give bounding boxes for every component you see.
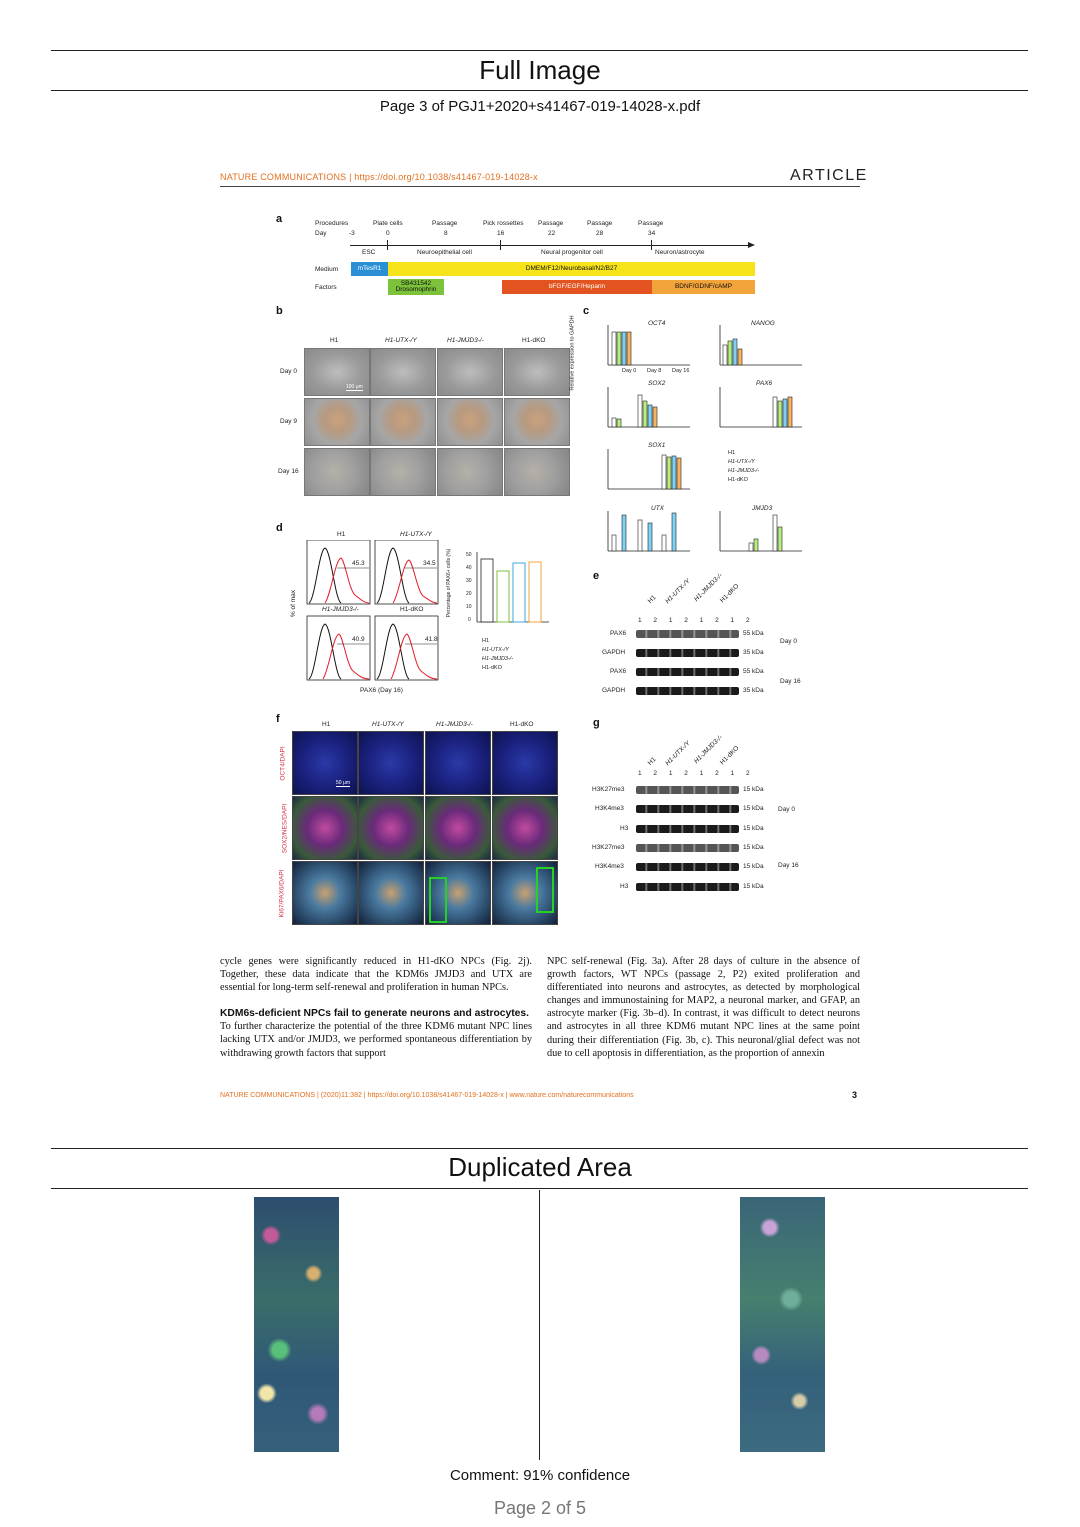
- c-xtick-day0: Day 0: [622, 368, 637, 374]
- day-22: 22: [548, 230, 556, 237]
- g-day0: Day 0: [778, 806, 795, 813]
- d-legend-jmjd3: H1-JMJD3-/-: [482, 656, 514, 662]
- c-xtick-day8: Day 8: [647, 368, 662, 374]
- d-title-h1: H1: [337, 531, 346, 538]
- d-xlabel: PAX6 (Day 16): [360, 687, 403, 694]
- panel-d-histograms: [305, 540, 440, 685]
- timeline-arrowhead: [748, 242, 755, 248]
- c-chart-sox1: [608, 449, 690, 489]
- c-chart-utx: [608, 511, 690, 551]
- f-col-jmjd3: H1-JMJD3-/-: [436, 721, 473, 728]
- c-title-jmjd3: JMJD3: [752, 505, 773, 512]
- b-scale-bar: 100 μm: [346, 384, 363, 390]
- c-bar: [617, 419, 621, 427]
- body-left-paragraph-2: To further characterize the potential of the three KDM6 mutant NPC lines lacking UTX and/or JMJD3, we performed spontaneous differentiation by withdrawing growth factors that support: [220, 1021, 532, 1059]
- c-bar: [788, 397, 792, 427]
- d-legend-utx: H1-UTX-/Y: [482, 647, 509, 653]
- c-chart-oct4: [608, 325, 690, 365]
- e-lane-dko: H1-dKO: [718, 582, 741, 605]
- c-ylabel: Relative expression to GAPDH: [569, 315, 576, 391]
- day-34: 34: [648, 230, 656, 237]
- g-row-h3k4-d0: H3K4me3: [595, 805, 624, 812]
- micrograph-utx-day0: [370, 348, 436, 396]
- pdf-page-number: 3: [852, 1090, 858, 1100]
- article-label: ARTICLE: [790, 167, 868, 184]
- c-xtick-day16: Day 16: [672, 368, 690, 374]
- day-0: 0: [386, 230, 390, 237]
- d-ytick-0: 0: [468, 617, 471, 623]
- g-row-h3k4-d16: H3K4me3: [595, 863, 624, 870]
- micrograph-jmjd3-day16: [437, 448, 503, 496]
- e-lane-utx: H1-UTX-/Y: [664, 577, 692, 606]
- day-28: 28: [596, 230, 604, 237]
- micrograph-utx-day16: [370, 448, 436, 496]
- dup-top-rule: [51, 1148, 1028, 1149]
- journal-footer: NATURE COMMUNICATIONS | (2020)11:382 | https://doi.org/10.1038/s41467-019-14028-x | www.nature.com/naturecommunications: [220, 1092, 634, 1099]
- c-chart-jmjd3: [720, 511, 802, 551]
- stage-npc: Neural progenitor cell: [541, 249, 603, 256]
- journal-header-rule: [220, 186, 860, 187]
- factor-bdnf-bar: BDNF/GDNF/cAMP: [652, 280, 755, 294]
- day-m3: -3: [349, 230, 355, 237]
- c-bar: [672, 513, 676, 551]
- g-lane-jmjd3: H1-JMJD3-/-: [692, 733, 724, 766]
- tick-16: [500, 240, 501, 250]
- c-bar: [648, 523, 652, 551]
- fluo-sox2-h1: [292, 796, 358, 860]
- d-bar-ylabel: Percentage of PAX6+ cells (%): [446, 548, 453, 618]
- section-title-duplicated: Duplicated Area: [448, 1152, 632, 1182]
- fluo-sox2-utx: [358, 796, 424, 860]
- duplicated-divider: [539, 1190, 540, 1460]
- g-blot-h3k27-d0: [636, 786, 739, 794]
- duplicated-crop-left: [254, 1197, 339, 1452]
- g-size-5: 15 kDa: [743, 863, 764, 870]
- e-size-35-d16: 35 kDa: [743, 687, 764, 694]
- g-size-3: 15 kDa: [743, 825, 764, 832]
- body-left-heading: KDM6s-deficient NPCs fail to generate neurons and astrocytes.: [220, 1008, 529, 1020]
- d-legend-h1: H1: [482, 638, 490, 644]
- e-size-55-d0: 55 kDa: [743, 630, 764, 637]
- c-bar: [749, 543, 753, 551]
- d-ytick-50: 50: [466, 552, 472, 558]
- c-bar: [622, 332, 626, 365]
- journal-header: NATURE COMMUNICATIONS | https://doi.org/10.1038/s41467-019-14028-x: [220, 172, 538, 182]
- day-8: 8: [444, 230, 448, 237]
- day-label: Day: [315, 230, 327, 237]
- step-passage-1: Passage: [432, 220, 458, 227]
- stage-neuron-astrocyte: Neuron/astrocyte: [655, 249, 705, 256]
- b-col-h1: H1: [330, 337, 339, 344]
- micrograph-h1-day9: [304, 398, 370, 446]
- micrograph-dko-day9: [504, 398, 570, 446]
- c-bar: [622, 515, 626, 551]
- g-row-h3k27-d0: H3K27me3: [592, 786, 625, 793]
- c-bar: [648, 405, 652, 427]
- g-lane-h1: H1: [646, 756, 658, 767]
- e-row-gapdh-d16: GAPDH: [602, 687, 626, 694]
- step-passage-2: Passage: [538, 220, 564, 227]
- factor-bfgf-bar: bFGF/EGF/Heparin: [502, 280, 652, 294]
- day-16: 16: [497, 230, 505, 237]
- c-bar: [677, 458, 681, 489]
- fluo-ki67-utx: [358, 861, 424, 925]
- panel-label-g: g: [593, 717, 600, 729]
- c-bar: [738, 349, 742, 365]
- g-blot-h3-d0: [636, 825, 739, 833]
- c-chart-sox2: [608, 387, 690, 427]
- top-rule: [51, 50, 1028, 51]
- step-passage-4: Passage: [638, 220, 664, 227]
- panel-c-charts: [580, 315, 810, 565]
- body-right-column: NPC self-renewal (Fig. 3a). After 28 days of culture in the absence of growth factors, WT NPCs (passage 2, P2) exited proliferation and differentiated into neurons and astrocytes, as detected by morphological changes and immunostaining for MAP2, a neuronal marker, and GFAP, an astrocyte marker (Fig. 3b–d). In contrast, it was difficult to detect neurons and astrocytes in all three KDM6 mutant NPC lines at the same point during their differentiation (Fig. 3b, c). This neuronal/glial defect was not due to cell apoptosis in differentiation, as the proportion of annexin: [547, 956, 860, 1059]
- c-bar: [723, 345, 727, 365]
- g-blot-h3k27-d16: [636, 844, 739, 852]
- panel-label-a: a: [276, 213, 283, 225]
- b-col-dko: H1-dKO: [522, 337, 546, 344]
- d-title-utx: H1-UTX-/Y: [400, 531, 432, 538]
- page-info: Page 3 of PGJ1+2020+s41467-019-14028-x.pdf: [379, 98, 701, 115]
- step-plate-cells: Plate cells: [373, 220, 403, 227]
- d-value-h1: 45.3: [352, 560, 365, 567]
- page-counter: Page 2 of 5: [493, 1498, 587, 1518]
- medium-label: Medium: [315, 266, 339, 273]
- micrograph-dko-day16: [504, 448, 570, 496]
- e-lane-jmjd3: H1-JMJD3-/-: [692, 571, 724, 604]
- pdf-page-image: [200, 150, 880, 1120]
- g-day16: Day 16: [778, 862, 799, 869]
- e-blot-pax6-d0: [636, 630, 739, 638]
- step-pick-rossettes: Pick rossettes: [483, 220, 524, 227]
- fluo-sox2-jmjd3: [425, 796, 491, 860]
- e-row-gapdh-d0: GAPDH: [602, 649, 626, 656]
- e-lane-h1: H1: [646, 594, 658, 605]
- c-bar: [638, 395, 642, 427]
- micrograph-jmjd3-day9: [437, 398, 503, 446]
- medium-mtesr1-bar: mTesR1: [351, 262, 388, 276]
- g-lane-utx: H1-UTX-/Y: [664, 739, 692, 768]
- factors-label: Factors: [315, 284, 337, 291]
- body-left-column: [220, 955, 532, 1060]
- factor-sb-text: SB431542 Drosomophrin: [395, 279, 437, 293]
- timeline-arrow: [350, 245, 750, 246]
- c-legend-jmjd3: H1-JMJD3-/-: [728, 468, 760, 474]
- e-size-35-d0: 35 kDa: [743, 649, 764, 656]
- d-title-dko: H1-dKO: [400, 606, 424, 613]
- c-chart-pax6: [720, 387, 802, 427]
- g-lane-dko: H1-dKO: [718, 744, 741, 767]
- c-legend-dko: H1-dKO: [728, 477, 748, 483]
- c-legend-utx: H1-UTX-/Y: [728, 459, 755, 465]
- procedures-label: Procedures: [315, 220, 349, 227]
- b-row-day9: Day 9: [280, 418, 297, 425]
- b-col-utx: H1-UTX-/Y: [385, 337, 417, 344]
- micrograph-utx-day9: [370, 398, 436, 446]
- c-chart-nanog: [720, 325, 802, 365]
- b-row-day0: Day 0: [280, 368, 297, 375]
- d-ytick-30: 30: [466, 578, 472, 584]
- e-row-pax6-d16: PAX6: [610, 668, 627, 675]
- fluo-oct4-jmjd3: [425, 731, 491, 795]
- micrograph-jmjd3-day0: [437, 348, 503, 396]
- fluo-oct4-dko: [492, 731, 558, 795]
- d-value-utx: 34.5: [423, 560, 436, 567]
- d-legend-dko: H1-dKO: [482, 665, 502, 671]
- c-bar: [643, 401, 647, 427]
- c-bar: [754, 539, 758, 551]
- d-ytick-10: 10: [466, 604, 472, 610]
- e-blot-pax6-d16: [636, 668, 739, 676]
- e-row-pax6-d0: PAX6: [610, 630, 627, 637]
- c-bar: [662, 455, 666, 489]
- c-legend-h1: H1: [728, 450, 736, 456]
- g-blot-h3k4-d0: [636, 805, 739, 813]
- f-row-oct4: OCT4/DAPI: [279, 746, 287, 781]
- panel-label-f: f: [276, 713, 280, 725]
- e-day0: Day 0: [780, 638, 797, 645]
- f-row-ki67: Ki67/PAX6/DAPI: [278, 869, 286, 918]
- panel-label-e: e: [593, 570, 600, 582]
- c-bar: [612, 535, 616, 551]
- section-title-full-image: Full Image: [479, 55, 601, 85]
- c-bar: [672, 456, 676, 489]
- c-title-pax6: PAX6: [756, 380, 773, 387]
- c-bar: [612, 418, 616, 427]
- title-underline: [51, 90, 1028, 91]
- c-bar: [773, 515, 777, 551]
- g-blot-h3k4-d16: [636, 863, 739, 871]
- g-lane-numbers: 1 2 1 2 1 2 1 2: [638, 770, 755, 777]
- c-title-sox2: SOX2: [648, 380, 666, 387]
- panel-d-barchart: [475, 550, 550, 626]
- g-blot-h3-d16: [636, 883, 739, 891]
- g-size-4: 15 kDa: [743, 844, 764, 851]
- g-size-6: 15 kDa: [743, 883, 764, 890]
- panel-label-b: b: [276, 305, 283, 317]
- c-bar: [733, 339, 737, 365]
- e-blot-gapdh-d0: [636, 649, 739, 657]
- d-ytick-40: 40: [466, 565, 472, 571]
- c-bar: [653, 407, 657, 427]
- d-bar: [529, 562, 541, 622]
- e-day16: Day 16: [780, 678, 801, 685]
- d-value-jmjd3: 40.9: [352, 636, 365, 643]
- d-value-dko: 41.8: [425, 636, 438, 643]
- g-row-h3-d16: H3: [620, 883, 629, 890]
- e-blot-gapdh-d16: [636, 687, 739, 695]
- c-title-sox1: SOX1: [648, 442, 666, 449]
- g-row-h3-d0: H3: [620, 825, 629, 832]
- panel-label-d: d: [276, 522, 283, 534]
- micrograph-h1-day16: [304, 448, 370, 496]
- c-bar: [778, 401, 782, 427]
- tick-0: [387, 240, 388, 250]
- panel-label-c: c: [583, 305, 590, 317]
- c-bar: [617, 332, 621, 365]
- duplicate-highlight-left: [429, 877, 447, 923]
- factor-sb-bar: [388, 279, 444, 295]
- dup-title-underline: [51, 1188, 1028, 1189]
- c-bar: [638, 520, 642, 551]
- f-col-utx: H1-UTX-/Y: [372, 721, 404, 728]
- f-col-h1: H1: [322, 721, 331, 728]
- d-ytick-20: 20: [466, 591, 472, 597]
- duplicate-highlight-right: [536, 867, 554, 913]
- confidence-comment: Comment: 91% confidence: [449, 1467, 631, 1484]
- c-bar: [612, 332, 616, 365]
- c-title-oct4: OCT4: [648, 320, 666, 327]
- d-bar: [513, 563, 525, 622]
- b-col-jmjd3: H1-JMJD3-/-: [447, 337, 484, 344]
- b-row-day16: Day 16: [278, 468, 299, 475]
- e-lane-numbers: 1 2 1 2 1 2 1 2: [638, 617, 755, 624]
- fluo-sox2-dko: [492, 796, 558, 860]
- d-ylabel: % of max: [290, 589, 298, 618]
- fluo-oct4-utx: [358, 731, 424, 795]
- c-bar: [783, 399, 787, 427]
- tick-34: [651, 240, 652, 250]
- c-bar: [773, 397, 777, 427]
- body-left-paragraph-1: cycle genes were significantly reduced in H1-dKO NPCs (Fig. 2j). Together, these data indicate that the KDM6s JMJD3 and UTX are essential for long-term self-renewal and proliferation in human NPCs.: [220, 956, 532, 994]
- e-size-55-d16: 55 kDa: [743, 668, 764, 675]
- f-col-dko: H1-dKO: [510, 721, 534, 728]
- g-size-1: 15 kDa: [743, 786, 764, 793]
- c-bar: [778, 527, 782, 551]
- g-row-h3k27-d16: H3K27me3: [592, 844, 625, 851]
- micrograph-dko-day0: [504, 348, 570, 396]
- step-passage-3: Passage: [587, 220, 613, 227]
- stage-neuroepithelial: Neuroepithelial cell: [417, 249, 472, 256]
- c-bar: [627, 332, 631, 365]
- d-bar: [481, 559, 493, 622]
- stage-esc: ESC: [362, 249, 376, 256]
- g-size-2: 15 kDa: [743, 805, 764, 812]
- c-bar: [662, 535, 666, 551]
- f-row-sox2: SOX2/NES/DAPI: [281, 803, 289, 854]
- f-scale-bar: 50 μm: [336, 780, 350, 786]
- d-bar: [497, 571, 509, 622]
- d-title-jmjd3: H1-JMJD3-/-: [322, 606, 359, 613]
- medium-dmem-bar: DMEM/F12/Neurobasal/N2/B27: [388, 262, 755, 276]
- c-bar: [667, 457, 671, 489]
- c-title-utx: UTX: [651, 505, 664, 512]
- c-title-nanog: NANOG: [751, 320, 775, 327]
- duplicated-crop-right: [740, 1197, 825, 1452]
- fluo-ki67-h1: [292, 861, 358, 925]
- c-bar: [728, 341, 732, 365]
